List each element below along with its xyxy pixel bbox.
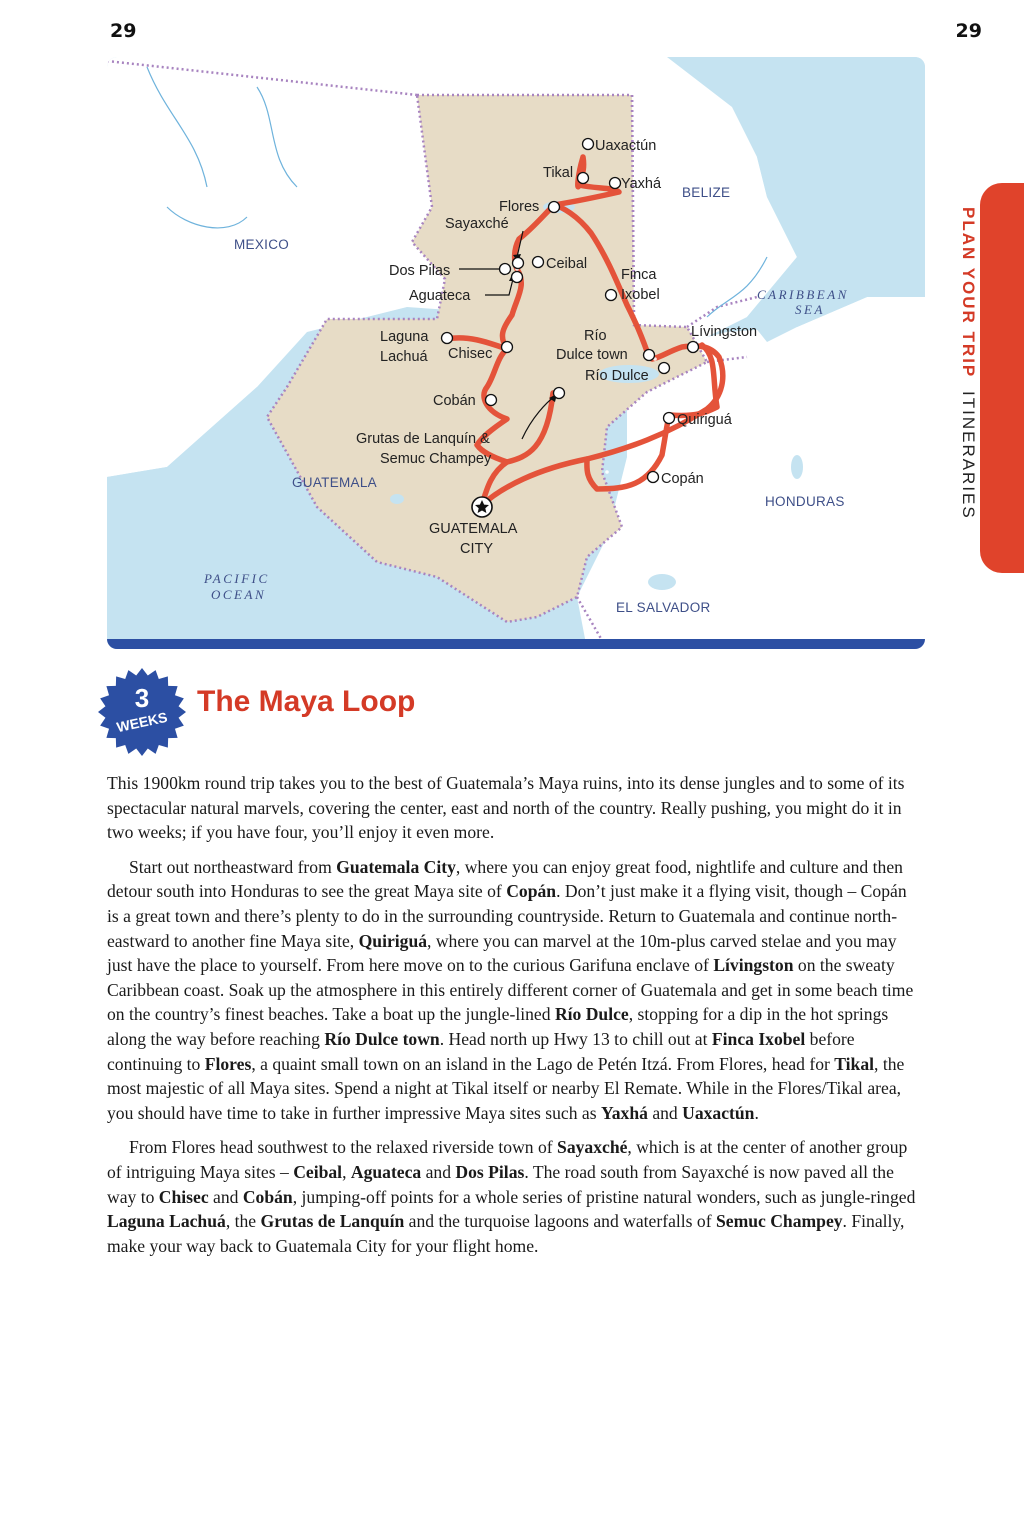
paragraph	[107, 1135, 919, 1258]
text-run: , where you can marvel at the 10m-plus carved stelae and you may just have the place to yourself. From here move on to the curious Garifuna enclave of	[107, 930, 897, 976]
text-run: , the most majestic of all Maya sites. Spend a night at Tikal itself or nearby El Remate. While in the Flores/Tikal area, you should have time to take in further impressive Maya sites such as	[107, 1053, 905, 1123]
page-number-right: 29	[955, 20, 982, 42]
bold-place-name: Sayaxché	[557, 1137, 628, 1158]
section-tab-label	[958, 207, 978, 520]
label-laguna: Laguna	[380, 329, 429, 345]
page-number-left: 29	[110, 20, 137, 42]
text-run: ,	[342, 1161, 351, 1182]
bold-place-name: Uaxactún	[682, 1102, 755, 1123]
label-dulce-town: Dulce town	[556, 347, 628, 363]
duration-badge	[97, 667, 187, 757]
bold-place-name: Quiriguá	[358, 930, 428, 951]
label-chisec: Chisec	[448, 346, 493, 362]
label-tikal: Tikal	[543, 165, 574, 181]
marker-chisec	[502, 342, 513, 353]
label-honduras: HONDURAS	[765, 494, 845, 509]
marker-dos-pilas	[500, 264, 511, 275]
text-run: .	[754, 1102, 759, 1123]
label-pacific: PACIFIC	[204, 571, 270, 586]
label-copan: Copán	[661, 471, 704, 487]
text-run: , where you can enjoy great food, nightlife and culture and then detour south into Honduras to see the great Maya site of	[107, 856, 903, 902]
badge-number: 3	[134, 683, 150, 713]
label-dos-pilas: Dos Pilas	[389, 263, 451, 279]
label-lachua: Lachuá	[380, 349, 428, 365]
marker-sayaxche	[513, 258, 524, 269]
marker-ceibal	[533, 257, 544, 268]
bold-place-name: Ceibal	[293, 1161, 343, 1182]
text-run: This 1900km round trip takes you to the best of Guatemala’s Maya ruins, into its dense jungles and to some of its spectacular natural marvels, covering the center, east and north of the country. Really pushing, you might do it in two weeks; if you have four, you’ll enjoy it even more.	[107, 773, 905, 843]
text-run: . Head north up Hwy 13 to chill out at	[439, 1028, 712, 1049]
text-run: . Finally, make your way back to Guatemala City for your flight home.	[107, 1211, 905, 1256]
label-belize: BELIZE	[682, 185, 731, 200]
bold-place-name: Guatemala City	[336, 856, 456, 877]
label-semuc: Semuc Champey	[380, 451, 492, 467]
text-run: , jumping-off points for a whole series of pristine natural wonders, such as jungle-ringed	[292, 1186, 916, 1207]
marker-copan	[648, 472, 659, 483]
label-flores: Flores	[499, 199, 540, 215]
text-run: , which is at the center of another group of intriguing Maya sites –	[107, 1137, 908, 1182]
tab-label-itineraries: ITINERARIES	[959, 391, 978, 520]
label-coban: Cobán	[433, 393, 476, 409]
text-run: on the sweaty Caribbean coast. Soak up the atmosphere in this entirely different corner of Guatemala and get in some beach time on the country’s finest beaches. Take a boat up the jungle-lined	[107, 955, 914, 1025]
bold-place-name: Tikal	[834, 1053, 875, 1074]
label-aguateca: Aguateca	[409, 288, 471, 304]
text-run: and	[647, 1102, 683, 1123]
section-title: The Maya Loop	[197, 685, 416, 718]
bold-place-name: Copán	[506, 881, 557, 902]
bold-place-name: Finca Ixobel	[711, 1028, 806, 1049]
marker-rio-dulce	[659, 363, 670, 374]
text-run: before continuing to	[107, 1028, 855, 1074]
label-uaxactun: Uaxactún	[595, 138, 657, 154]
badge-unit: WEEKS	[115, 708, 169, 736]
label-mexico: MEXICO	[234, 237, 290, 252]
bold-place-name: Río Dulce town	[324, 1028, 440, 1049]
marker-tikal	[578, 173, 589, 184]
bold-place-name: Semuc Champey	[715, 1211, 843, 1232]
map-bottom-bar	[107, 639, 925, 649]
marker-guatemala-city	[472, 497, 492, 517]
bold-place-name: Grutas de Lanquín	[260, 1211, 405, 1232]
paragraph	[107, 771, 919, 845]
bold-place-name: Yaxhá	[600, 1102, 648, 1123]
label-guatemala-city-2: CITY	[460, 541, 494, 557]
marker-flores	[549, 202, 560, 213]
text-run: . The road south from Sayaxché is now paved all the way to	[107, 1161, 894, 1207]
marker-rio-dulce-town	[644, 350, 655, 361]
text-run: , the	[225, 1211, 261, 1232]
text-run: . Don’t just make it a flying visit, though – Copán is a great town and there’s plenty to do in the surrounding countryside. Return to Guatemala and continue north-eastward to another fine Maya site,	[107, 881, 907, 951]
label-el-salvador: EL SALVADOR	[616, 600, 711, 615]
section-tab	[980, 183, 1024, 573]
text-run: Start out northeastward from	[129, 856, 337, 877]
label-livingston: Lívingston	[691, 324, 758, 340]
paragraph	[107, 855, 919, 1126]
bold-place-name: Aguateca	[350, 1161, 422, 1182]
marker-aguateca	[512, 272, 523, 283]
text-run: and	[208, 1186, 243, 1207]
label-caribbean: CARIBBEAN	[757, 287, 849, 302]
label-rio: Río	[584, 328, 607, 344]
text-run: , a quaint small town on an island in the Lago de Petén Itzá. From Flores, head for	[251, 1053, 835, 1074]
label-grutas: Grutas de Lanquín &	[356, 431, 490, 447]
itinerary-map	[107, 57, 925, 649]
bold-place-name: Flores	[204, 1053, 252, 1074]
body-text	[107, 771, 919, 1268]
text-run: and	[421, 1161, 456, 1182]
text-run: and the turquoise lagoons and waterfalls of	[404, 1211, 716, 1232]
label-ceibal: Ceibal	[546, 256, 588, 272]
label-guatemala: GUATEMALA	[292, 475, 377, 490]
text-run: From Flores head southwest to the relaxed riverside town of	[129, 1137, 558, 1158]
label-quirigua: Quiriguá	[677, 412, 732, 428]
bold-place-name: Laguna Lachuá	[107, 1211, 226, 1232]
marker-livingston	[688, 342, 699, 353]
marker-grutas	[554, 388, 565, 399]
label-sea: SEA	[795, 302, 825, 317]
marker-uaxactun	[583, 139, 594, 150]
label-yaxha: Yaxhá	[621, 176, 662, 192]
bold-place-name: Lívingston	[713, 955, 794, 976]
bold-place-name: Cobán	[242, 1186, 293, 1207]
marker-coban	[486, 395, 497, 406]
bold-place-name: Dos Pilas	[455, 1161, 525, 1182]
marker-laguna-lachua	[442, 333, 453, 344]
bold-place-name: Río Dulce	[554, 1004, 629, 1025]
label-rio-dulce: Río Dulce	[585, 368, 649, 384]
marker-finca-ixobel	[606, 290, 617, 301]
bold-place-name: Chisec	[158, 1186, 209, 1207]
tab-label-plan: PLAN YOUR TRIP	[959, 207, 978, 379]
marker-yaxha	[610, 178, 621, 189]
marker-quirigua	[664, 413, 675, 424]
label-sayaxche: Sayaxché	[445, 216, 509, 232]
label-ocean: OCEAN	[211, 587, 267, 602]
label-guatemala-city-1: GUATEMALA	[429, 521, 518, 537]
label-ixobel: Ixobel	[621, 287, 660, 303]
text-run: , stopping for a dip in the hot springs along the way before reaching	[107, 1004, 889, 1049]
label-finca: Finca	[621, 267, 657, 283]
